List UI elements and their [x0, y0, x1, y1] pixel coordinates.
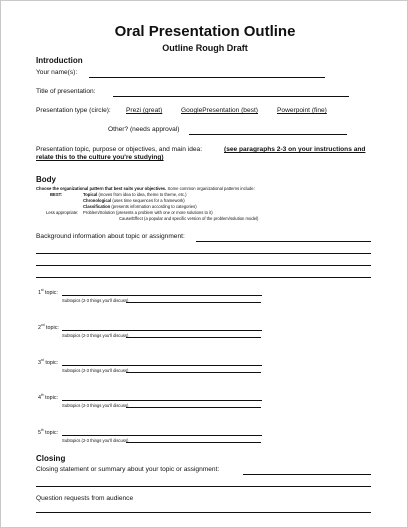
topic-2-label: 2nd topic:: [38, 323, 59, 331]
best-label: BEST:: [50, 192, 63, 197]
type-option-google[interactable]: GooglePresentation (best): [181, 107, 258, 114]
subtopics-2-line[interactable]: [126, 337, 261, 338]
closing-line-2[interactable]: [36, 486, 371, 487]
pattern-name: Classification: [83, 204, 111, 209]
closing-heading: Closing: [36, 454, 66, 463]
subtopics-label-3: Subtopics (2-3 things you'll discuss): [62, 368, 129, 373]
topic-2-line[interactable]: [62, 330, 262, 331]
closing-line-1[interactable]: [243, 474, 371, 475]
questions-line[interactable]: [36, 512, 371, 513]
page-subtitle: Outline Rough Draft: [162, 43, 248, 53]
questions-label: Question requests from audience: [36, 495, 134, 502]
topic-5-line[interactable]: [62, 435, 262, 436]
topic-5-label: 5th topic:: [38, 428, 59, 436]
topic-3-label: 3rd topic:: [38, 358, 59, 366]
topic-instructions-link-1: (see paragraphs 2-3 on your instructions and: [224, 146, 366, 153]
topic-4-line[interactable]: [62, 400, 262, 401]
background-line-1[interactable]: [196, 241, 371, 242]
topic-instructions-link-2: relate this to the culture you're studying): [36, 154, 164, 161]
other-label: Other? (needs approval): [108, 126, 180, 133]
other-input-line[interactable]: [189, 134, 347, 135]
less-appropriate-label: Less appropriate:: [46, 210, 79, 215]
pattern-classification: [83, 204, 197, 209]
subtopics-1-line[interactable]: [126, 302, 261, 303]
pattern-topical: [83, 192, 187, 197]
topic-label: Presentation topic, purpose or objectives, and main idea:: [36, 146, 203, 153]
title-label: Title of presentation:: [36, 88, 96, 95]
subtopics-label-2: Subtopics (2-3 things you'll discuss): [62, 333, 129, 338]
pattern-name: Topical: [83, 192, 98, 197]
closing-statement-label: Closing statement or summary about your topic or assignment:: [36, 466, 220, 473]
introduction-heading: Introduction: [36, 56, 83, 65]
body-heading: Body: [36, 175, 56, 184]
type-label: Presentation type (circle):: [36, 107, 111, 114]
less-pattern-cause: Cause/Effect (a popular and specific version of the problem/solution model): [119, 216, 259, 221]
topic-3-line[interactable]: [62, 365, 262, 366]
subtopics-label-5: Subtopics (2-3 things you'll discuss): [62, 438, 129, 443]
body-instructions: [36, 186, 255, 191]
pattern-desc: (moves from idea to idea, theme to theme, etc.): [98, 192, 187, 197]
pattern-chronological: [83, 198, 185, 203]
body-instructions-rest: Some common organizational patterns include:: [166, 186, 255, 191]
type-option-powerpoint[interactable]: Powerpoint (fine): [277, 107, 327, 114]
subtopics-3-line[interactable]: [126, 372, 261, 373]
topic-1-label: 1st topic:: [38, 288, 58, 296]
less-pattern-problem: Problem/Solution (presents a problem with one or more solutions to it): [83, 210, 213, 215]
background-line-4[interactable]: [36, 277, 371, 278]
background-label: Background information about topic or assignment:: [36, 233, 185, 240]
background-line-2[interactable]: [36, 253, 371, 254]
type-option-prezi[interactable]: Prezi (great): [126, 107, 163, 114]
page-title: Oral Presentation Outline: [114, 23, 296, 40]
pattern-name: Chronological: [83, 198, 112, 203]
topic-4-label: 4th topic:: [38, 393, 59, 401]
names-input-line[interactable]: [89, 77, 325, 78]
background-line-3[interactable]: [36, 265, 371, 266]
pattern-desc: (presents information according to categories): [111, 204, 197, 209]
pattern-desc: (uses time sequences for a framework): [112, 198, 185, 203]
body-instructions-bold: Choose the organizational pattern that best suits your objectives.: [36, 186, 167, 191]
subtopics-label-4: Subtopics (2-3 things you'll discuss): [62, 403, 129, 408]
names-label: Your name(s):: [36, 69, 78, 76]
topic-1-line[interactable]: [62, 295, 262, 296]
subtopics-5-line[interactable]: [126, 442, 261, 443]
subtopics-4-line[interactable]: [126, 407, 261, 408]
title-input-line[interactable]: [113, 96, 349, 97]
subtopics-label-1: Subtopics (2-3 things you'll discuss): [62, 298, 129, 303]
